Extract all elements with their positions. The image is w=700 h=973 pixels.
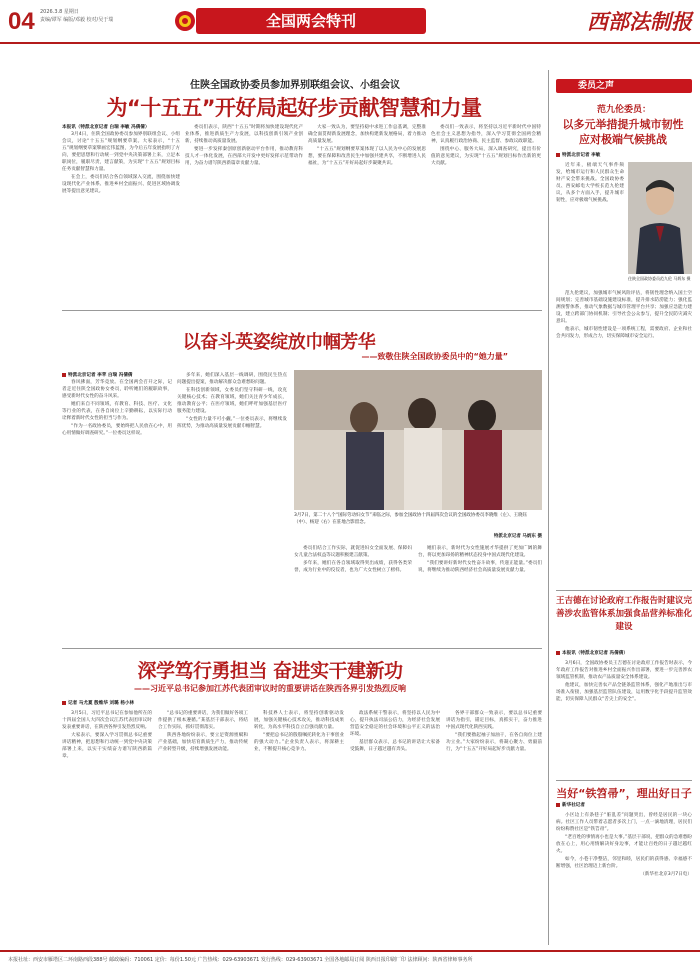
story2-column-4: 她们表示，新时代为女性施展才华提供了更加广阔的舞台，将以更加昂扬的精神状态投身中国式现代化建设。 “我们要讲好新时代女性奋斗故事，传递正能量。”委员们说，将继续为推动陕西经济社会高质量发展贡献力量。 <box>418 546 542 573</box>
cppcc-emblem-icon <box>174 8 196 34</box>
story2-photo-credit: 特派北京记者 马炳东 摄 <box>493 534 542 539</box>
story2-byline: 特派北京记者 李苹 白瑞 冯倩倩 <box>62 372 172 379</box>
lead-column-4: 委员们一致表示，将坚持以习近平新时代中国特色社会主义思想为指导，深入学习贯彻全国两会精神，认真履行政治协商、民主监督、参政议政职能。 围绕中心、服务大局，深入调查研究，提出有价值的意见建议，为实现“十五五”规划目标作出新的更大贡献。 <box>431 125 541 166</box>
special-issue-banner: 全国两会特刊 <box>196 8 426 34</box>
story3-headline: 深学笃行勇担当 奋进实干建新功 <box>137 660 403 682</box>
divider <box>62 310 542 311</box>
sidebar-byline: 特派北京记者 李敏 <box>556 152 692 159</box>
lead-column-3: 大家一致认为，要坚持稳中求进工作总基调，完整准确全面贯彻新发展理念，加快构建新发展格局，着力推动高质量发展。 “十五五”规划纲要草案体现了以人民为中心的发展思想，要在保障和改善民生中加强共建共享，不断增进人民福祉，为“十五五”开好局起好步凝聚共识。 <box>308 125 426 166</box>
sidebar-photo-caption: 住陕全国政协委员范九伦 马炳东 摄 <box>628 276 691 281</box>
story2-column-3: 委员们结合工作实际，就促进妇女全面发展、保障妇女儿童合法权益等议题积极建言献策。 多年来，她们在各自领域取得突出成绩，获得各类荣誉，成为行业中的佼佼者，也为广大女性树立了榜样。 <box>294 546 412 573</box>
story2-headline: 以奋斗英姿绽放巾帼芳华 <box>182 332 376 353</box>
story3-column-4: 政法系统干警表示，将坚持以人民为中心，提升执法司法公信力，为经济社会发展营造安全稳定的社会环境和公平正义的法治环境。 基层群众表示，总书记的讲话让大家备受鼓舞，日子越过越有奔头。 <box>350 711 440 752</box>
story3-column-2: “总书记的重要讲话，为我们做好各项工作提供了根本遵循。”某基层干部表示，将结合工作实际，抓好贯彻落实。 陕西各地纷纷表示，要立足资源禀赋和产业基础，加快培育新质生产力，推动传统产业转型升级，持续增强发展动能。 <box>158 711 248 752</box>
voices-section-label: 委员之声 <box>556 79 692 93</box>
women-delegates-photo <box>294 370 542 510</box>
lead-headline: 为“十五五”开好局起好步贡献智慧和力量 <box>106 96 482 120</box>
story2-subtitle: ——致敬住陕全国政协委员中的“她力量” <box>361 352 508 361</box>
story3-byline: 记者 马尤夏 殷维华 刘璐 杨小林 <box>62 700 262 707</box>
story3-column-5: 各界干部群众一致表示，要以总书记重要讲话为指引，锚定目标，真抓实干，奋力推进中国式现代化陕西实践。 “我们要撸起袖子加油干，在各自岗位上建功立业。”大家纷纷表示，将凝心聚力、勇毅前行，为“十五五”开好局起好步贡献力量。 <box>446 711 542 752</box>
sidebar-subtitle: 范九伦委员： <box>596 105 651 115</box>
lead-kicker: 住陕全国政协委员参加界别联组会议、小组会议 <box>190 80 400 91</box>
newspaper-logo: 西部法制报 <box>587 9 692 34</box>
sidebar3-headline: 当好“铁笤帚”，理出好日子 <box>556 787 692 800</box>
page-footer: 本报社址：西安市雁塔区二环南路西段388号 邮政编码：710061 定价：每份1.50元 广告热线：029-63903671 发行热线：029-63903671 全国各地邮局订阅 陕西日报印刷厂印 法律顾问：陕西省律师事务所 <box>0 950 700 973</box>
date-line: 2026.3.8 星期日 <box>40 9 79 15</box>
sidebar2-byline: 本报讯（特派北京记者 冯倩倩） <box>556 650 692 657</box>
page-number: 04 <box>8 8 35 35</box>
divider <box>556 590 692 591</box>
sidebar-column-text-top: 近年来，极端天气事件频发，给城市运行和人民群众生命财产安全带来挑战。全国政协委员、西安邮电大学校长范九伦建议，从多个方面入手，提升城市韧性，应对极端气候挑战。 <box>556 163 624 203</box>
lead-column-1: 本报讯（特派北京记者 白瑞 李敏 冯倩倩） 3月4日，住陕全国政协委员参加界别联组会议、小组会议，讨论“十五五”规划纲要草案。大家表示，“十五五”规划纲要草案擘画宏伟蓝图，为今后五年发展指明了方向，要把思想和行动统一到党中央决策部署上来，立足本职岗位，履职尽责，建言献策，为实现“十五五”规划目标任务贡献智慧和力量。 在会上，委员们结合各自领域深入交流，围绕加快建设现代化产业体系、推进乡村全面振兴、促进区域协调发展等提出意见建议。 <box>62 125 180 194</box>
sidebar3-text: 小区边上有条巷子“脏乱差”问题突出，曾经是居民的一块心病。社区工作人员带着志愿者多次上门，一点一滴地清理，居民们纷纷称赞社区是“铁笤帚”。 “老百姓的事情再小也是大事。”基层干部说，把群众的急难愁盼放在心上，用心用情解决好身边事，才能让百姓的日子越过越红火。 如今，小巷干净整洁，邻里和睦，居民们的获得感、幸福感不断增强，社区治理迈上新台阶。 （新华社北京3月7日电） <box>556 813 692 877</box>
delegate-portrait-photo <box>628 162 692 274</box>
page-meta <box>40 8 170 24</box>
lead-column-2: 委员们表示，陕西“十五五”时期将加快建设现代化产业体系，推进新质生产力发展，以科技创新引领产业创新，持续推动高质量发展。 要进一步发挥秦创原创新驱动平台作用，推动教育科技人才一体化发展，在西部大开发中更好发挥示范带动作用，为奋力谱写陕西新篇章贡献力量。 <box>185 125 303 166</box>
sidebar2-headline: 王吉德在讨论政府工作报告时建议完善涉农监管体系加强食品营养标准化建设 <box>556 596 693 632</box>
header-rule <box>0 42 700 44</box>
editor-line: 责编/谭军 编版/邓毅 校对/吴于瑞 <box>40 17 114 23</box>
story3-subtitle: ——习近平总书记参加江苏代表团审议时的重要讲话在陕西各界引发热烈反响 <box>134 684 406 693</box>
sidebar3-byline: 新华社记者 <box>556 802 692 809</box>
divider <box>62 648 542 649</box>
story3-column-3: 科技界人士表示，将坚持创新驱动发展，加强关键核心技术攻关，推动科技成果转化，为高水平科技自立自强贡献力量。 “要把总书记的殷殷嘱托转化为干事创业的强大动力。”企业负责人表示，将深耕主业，不断提升核心竞争力。 <box>254 711 344 752</box>
divider <box>556 780 692 781</box>
sidebar2-text: 3月6日，全国政协委员王吉德在讨论政府工作报告时表示，今年政府工作报告对推进乡村全面振兴作出部署，要进一步完善涉农领域监管机制，推动农产品质量安全体系建设。 他建议，加快完善农产品全链条监管体系，强化产地准出与市场准入衔接，加强基层监管队伍建设，运用数字化手段提升监管效能，切实保障人民群众“舌尖上的安全”。 <box>556 661 692 702</box>
lead-byline: 本报讯（特派北京记者 白瑞 李敏 冯倩倩） <box>62 125 150 130</box>
sidebar-column-text: 范九伦建议，加强城市气候风险评估，将韧性理念纳入国土空间规划；完善城市基础设施建设标准，提升排水防涝能力；强化监测预警体系，推动气象数据与城市管理平台共享；加强应急能力建设，建立跨部门协同机制；引导社会公众参与，提升全民防灾减灾意识。 他表示，城市韧性建设是一项系统工程，需要政府、企业和社会共同发力，形成合力，切实保障城市安全运行。 <box>556 291 692 339</box>
page-header <box>0 0 700 50</box>
story2-column-1: 特派北京记者 李苹 白瑞 冯倩倩 春风拂面，芳华竞放。在全国两会召开之际，记者走近住陕全国政协女委员，聆听她们的履职故事，感受新时代女性的奋斗风采。 她们来自不同领域，有教育、科技、医疗、文化等行业的代表，在各自岗位上辛勤耕耘，以实际行动诠释着新时代女性的担当与作为。 “作为一名政协委员，要始终把人民放在心中，用心用情做好调查研究。”一位委员这样说。 <box>62 373 172 436</box>
story3-column-1: 3月5日，习近平总书记在参加他所在的十四届全国人大四次会议江苏代表团审议时发表重要讲话，在陕西各界引发热烈反响。 大家表示，要深入学习贯彻总书记重要讲话精神，把思想和行动统一到党中央决策部署上来，以实干实绩奋力谱写陕西新篇章。 <box>62 711 152 759</box>
story2-column-2: 多年来，她们深入基层一线调研，围绕民生热点问题提出提案，推动解决群众急难愁盼问题。 在科技创新领域，女委员们坚守科研一线，攻克关键核心技术；在教育领域，她们关注青少年成长，推动教育公平；在医疗领域，她们呼吁加强基层医疗服务能力建设。 “女性的力量不可小觑。”一位委员表示，将继续发挥优势，为推动高质量发展贡献巾帼智慧。 <box>177 373 287 429</box>
sidebar-headline: 以多元举措提升城市韧性 应对极端气候挑战 <box>562 118 684 146</box>
story2-photo-caption: 3月7日，第二十八个“国际劳动妇女节”来临之际，参加全国政协十四届四次会议的全国政协委员李晓维（左）、王晓钰（中）、杨迎（右）在驻地合影留念。 <box>294 513 528 525</box>
sidebar-divider <box>548 70 549 945</box>
